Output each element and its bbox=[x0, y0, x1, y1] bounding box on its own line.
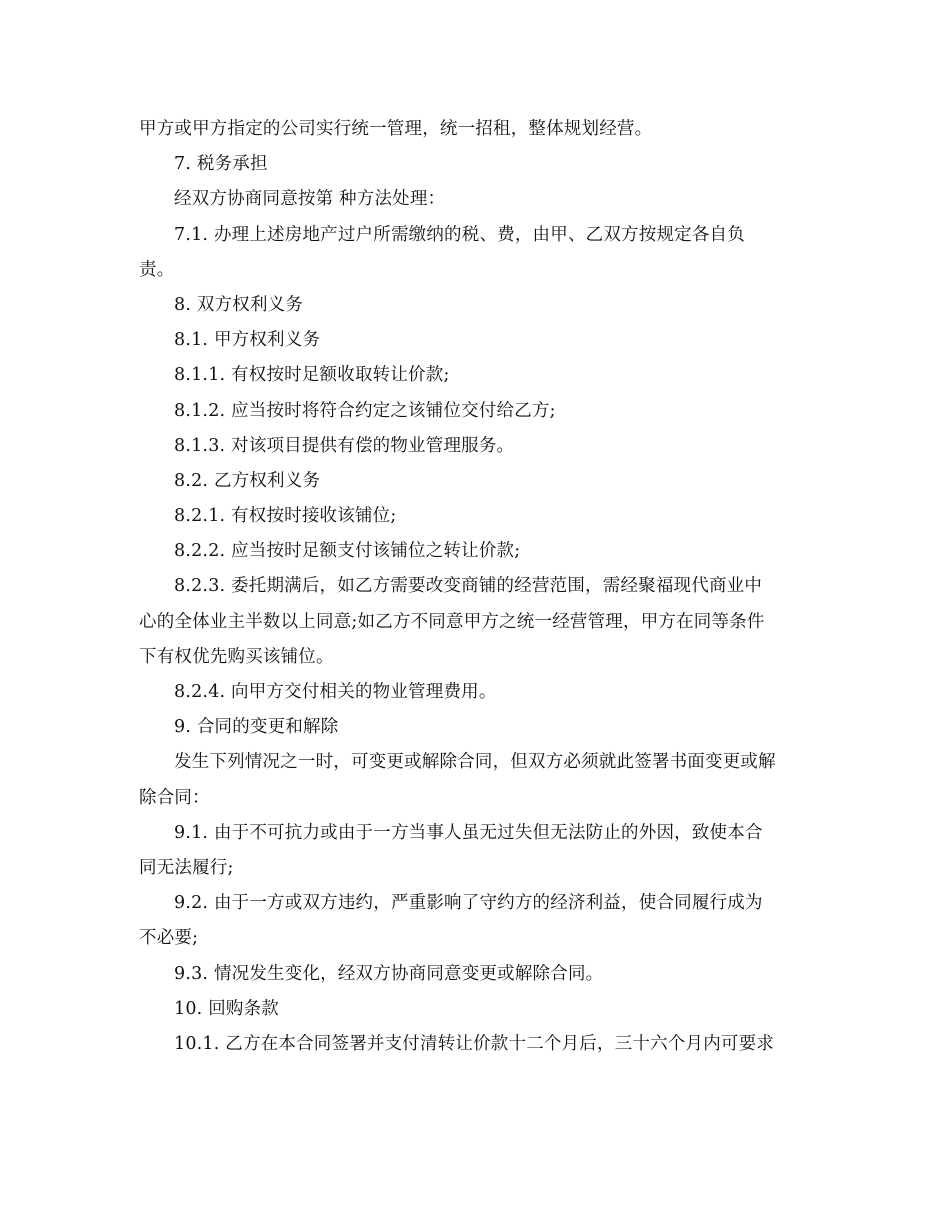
clause-9-1: 9.1. 由于不可抗力或由于一方当事人虽无过失但无法防止的外因，致使本合 bbox=[174, 822, 763, 843]
clause-10-1: 10.1. 乙方在本合同签署并支付清转让价款十二个月后，三十六个月内可要求 bbox=[174, 1033, 774, 1054]
text-line: 心的全体业主半数以上同意;如乙方不同意甲方之统一经营管理，甲方在同等条件 bbox=[139, 611, 765, 632]
clause-8-1-3: 8.1.3. 对该项目提供有偿的物业管理服务。 bbox=[174, 435, 515, 456]
text-line: 责。 bbox=[139, 259, 175, 280]
text-line: 同无法履行; bbox=[139, 857, 234, 878]
clause-8-2: 8.2. 乙方权利义务 bbox=[174, 470, 321, 491]
clause-9-2: 9.2. 由于一方或双方违约，严重影响了守约方的经济利益，使合同履行成为 bbox=[174, 893, 763, 914]
text-line: 经双方协商同意按第 种方法处理： bbox=[174, 189, 446, 210]
text-line: 甲方或甲方指定的公司实行统一管理，统一招租，整体规划经营。 bbox=[139, 119, 653, 139]
text-line: 不必要; bbox=[139, 928, 199, 949]
section-heading-rights: 8. 双方权利义务 bbox=[174, 294, 304, 315]
document-body bbox=[139, 112, 811, 1062]
clause-8-1: 8.1. 甲方权利义务 bbox=[174, 330, 321, 351]
text-line: 下有权优先购买该铺位。 bbox=[139, 646, 334, 667]
clause-8-2-2: 8.2.2. 应当按时足额支付该铺位之转让价款; bbox=[174, 541, 521, 562]
section-heading-tax: 7. 税务承担 bbox=[174, 154, 268, 175]
clause-8-1-1: 8.1.1. 有权按时足额收取转让价款; bbox=[174, 365, 450, 386]
clause-8-2-4: 8.2.4. 向甲方交付相关的物业管理费用。 bbox=[174, 682, 497, 702]
text-line: 除合同： bbox=[139, 787, 210, 808]
section-heading-buyback: 10. 回购条款 bbox=[174, 998, 279, 1019]
text-line: 发生下列情况之一时，可变更或解除合同，但双方必须就此签署书面变更或解 bbox=[174, 752, 776, 773]
section-heading-change: 9. 合同的变更和解除 bbox=[174, 717, 339, 738]
clause-7-1: 7.1. 办理上述房地产过户所需缴纳的税、费，由甲、乙双方按规定各自负 bbox=[174, 224, 745, 245]
clause-8-2-3: 8.2.3. 委托期满后，如乙方需要改变商铺的经营范围，需经聚福现代商业中 bbox=[174, 576, 763, 597]
clause-8-1-2: 8.1.2. 应当按时将符合约定之该铺位交付给乙方; bbox=[174, 400, 556, 421]
clause-8-2-1: 8.2.1. 有权按时接收该铺位; bbox=[174, 506, 397, 527]
clause-9-3: 9.3. 情况发生变化，经双方协商同意变更或解除合同。 bbox=[174, 963, 604, 984]
